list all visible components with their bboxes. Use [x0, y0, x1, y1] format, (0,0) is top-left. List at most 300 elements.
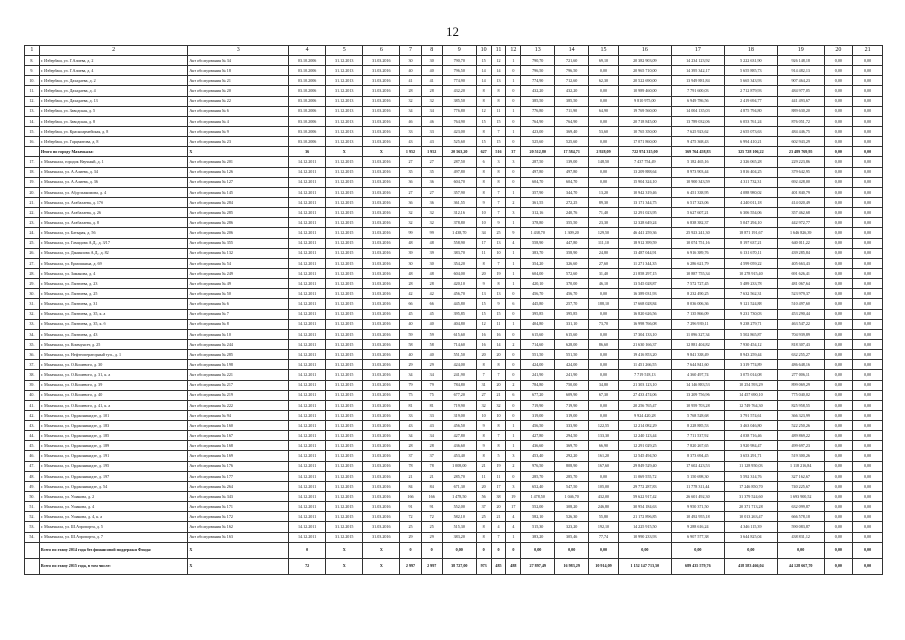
table-cell: 8	[476, 187, 491, 197]
document-cell: Акт обследования № 22	[188, 96, 289, 106]
table-cell: 54.	[25, 532, 40, 542]
table-cell: 0,00	[853, 116, 883, 126]
table-cell: 7 820 267,65	[671, 441, 724, 451]
table-cell: 0,00	[555, 542, 589, 558]
table-cell: 4 240 011,18	[724, 197, 777, 207]
table-cell: 0	[491, 542, 506, 558]
table-cell: 37.	[25, 360, 40, 370]
table-cell: 32	[491, 400, 506, 410]
table-cell: 33	[400, 126, 421, 136]
table-cell: 774,90	[521, 76, 555, 86]
table-cell: 111,10	[589, 238, 619, 248]
table-cell: 395,85	[521, 309, 555, 319]
table-cell: 14.	[25, 116, 40, 126]
table-cell: 692 428,00	[777, 177, 824, 187]
table-cell: 0,00	[824, 558, 853, 574]
table-cell: 34	[400, 431, 421, 441]
table-cell: 423,00	[521, 126, 555, 136]
table-cell: 14 146 883,53	[671, 380, 724, 390]
table-cell: 486 648,16	[777, 360, 824, 370]
table-cell: 31.03.2016	[363, 350, 400, 360]
table-cell: 28	[421, 279, 442, 289]
table-cell: 6 053 761,24	[724, 116, 777, 126]
table-cell: 14.12.2011	[289, 208, 326, 218]
table-cell: 20	[476, 481, 491, 491]
table-cell: 0	[506, 410, 521, 420]
table-cell: 344,70	[555, 187, 589, 197]
table-cell: 14.12.2011	[289, 461, 326, 471]
header-cell: 21	[853, 46, 883, 56]
document-cell: X	[188, 558, 289, 574]
table-cell: 8	[476, 96, 491, 106]
table-cell: 796,50	[442, 66, 476, 76]
header-cell: 14	[555, 46, 589, 56]
table-cell: 40	[421, 66, 442, 76]
table-cell: 285,70	[521, 471, 555, 481]
table-cell: 34	[476, 228, 491, 238]
table-cell: 0,00	[824, 339, 853, 349]
table-cell: 366 323,99	[777, 410, 824, 420]
table-cell: 27	[421, 157, 442, 167]
table-cell: 31.03.2016	[363, 289, 400, 299]
table-cell: 582,10	[442, 512, 476, 522]
table-cell: 31.12.2015	[326, 350, 363, 360]
table-cell: 3 920 984,47	[724, 441, 777, 451]
table-cell: 604,70	[521, 177, 555, 187]
table-cell: 1 952	[400, 147, 421, 157]
table-cell: 46.	[25, 451, 40, 461]
table-cell: 0,00	[824, 471, 853, 481]
table-cell: 907 464,23	[777, 76, 824, 86]
table-cell: 0,00	[853, 471, 883, 481]
header-cell: 8	[421, 46, 442, 56]
table-row	[25, 106, 883, 116]
table-cell: 319,00	[442, 410, 476, 420]
table-cell: 11 271 344,35	[618, 258, 671, 268]
table-cell: 2 997	[421, 558, 442, 574]
table-cell: 0,00	[853, 177, 883, 187]
table-cell: 72	[400, 512, 421, 522]
table-cell: 2 655 073,63	[724, 126, 777, 136]
table-cell: 0,00	[853, 492, 883, 502]
table-cell: 405 663,43	[777, 258, 824, 268]
table-cell: 31.12.2013	[326, 56, 363, 66]
table-cell: 20 371 713,28	[724, 502, 777, 512]
table-cell: 6	[506, 299, 521, 309]
table-cell: 8	[491, 279, 506, 289]
table-cell: 395,85	[442, 309, 476, 319]
table-cell: 14.12.2011	[289, 238, 326, 248]
table-cell: 31.12.2015	[326, 258, 363, 268]
table-cell: 456,70	[442, 289, 476, 299]
table-cell: 31.03.2016	[363, 96, 400, 106]
table-cell: 31.03.2016	[363, 86, 400, 96]
table-cell: 1 952	[421, 147, 442, 157]
document-cell: Акт обследования № 284	[188, 197, 289, 207]
table-cell: 3	[506, 157, 521, 167]
address-cell: г. Махачкала, ул. Орджоникидзе, д. 101	[39, 410, 187, 420]
table-cell: 424,00	[555, 360, 589, 370]
table-cell: 62,30	[589, 76, 619, 86]
table-cell: 14.12.2011	[289, 157, 326, 167]
table-cell: 0,00	[853, 268, 883, 278]
table-cell: 13 209 888,64	[618, 167, 671, 177]
table-cell: 784,80	[521, 380, 555, 390]
table-cell: 31.12.2015	[326, 360, 363, 370]
table-cell: 0,00	[853, 461, 883, 471]
table-cell: 17	[506, 502, 521, 512]
table-cell: 2	[506, 197, 521, 207]
table-row	[25, 512, 883, 522]
table-cell: 488	[506, 558, 521, 574]
table-cell: 37	[476, 502, 491, 512]
table-cell: 0,00	[589, 329, 619, 339]
table-cell: 35	[421, 167, 442, 177]
table-cell: 41.	[25, 400, 40, 410]
table-cell: 439 285,84	[777, 248, 824, 258]
table-cell: 9	[476, 279, 491, 289]
address-cell: г. Махачкала, ул. А.Алиева, д. 36	[39, 177, 187, 187]
table-cell: 0,00	[824, 289, 853, 299]
table-cell: 551,50	[555, 350, 589, 360]
table-cell: 0,00	[824, 309, 853, 319]
table-cell: 17 602 423,53	[671, 461, 724, 471]
table-cell: 0	[476, 542, 491, 558]
table-cell: 796,50	[555, 66, 589, 76]
table-cell: 0,00	[853, 502, 883, 512]
table-cell: 15	[476, 116, 491, 126]
table-cell: 357 462,68	[777, 208, 824, 218]
table-row	[25, 339, 883, 349]
table-cell: 287,50	[521, 157, 555, 167]
table-cell: 8 943 259,44	[724, 350, 777, 360]
table-cell: 31.12.2013	[326, 106, 363, 116]
address-cell: г. Махачкала, ул. Орджоникидзе, д. 189	[39, 441, 187, 451]
table-cell: 0,00	[853, 329, 883, 339]
table-cell: 22.	[25, 208, 40, 218]
table-cell: 485	[491, 558, 506, 574]
table-cell: 14.12.2011	[289, 512, 326, 522]
table-cell: 1	[506, 532, 521, 542]
table-cell: 35.	[25, 339, 40, 349]
table-cell: 13 545 028,87	[618, 279, 671, 289]
table-cell: 10	[476, 208, 491, 218]
table-cell: 31.03.2016	[363, 410, 400, 420]
table-cell: 497,80	[521, 167, 555, 177]
table-cell: 20 965 710,00	[618, 66, 671, 76]
table-cell: 13 171 344,75	[618, 197, 671, 207]
table-cell: 15	[476, 309, 491, 319]
table-cell: 33	[421, 126, 442, 136]
table-cell: 0,00	[824, 502, 853, 512]
table-cell: 453 290,44	[777, 309, 824, 319]
address-cell: г. Махачкала, ул. Орджоникидзе, д. 185	[39, 431, 187, 441]
table-cell: 0,00	[853, 558, 883, 574]
table-cell: 13.	[25, 106, 40, 116]
table-row	[25, 66, 883, 76]
table-cell: 133,30	[589, 431, 619, 441]
table-cell: 32	[421, 96, 442, 106]
table-row	[25, 56, 883, 66]
table-cell: 31.03.2016	[363, 167, 400, 177]
table-cell: 0,00	[824, 197, 853, 207]
table-cell: 19	[491, 461, 506, 471]
table-row	[25, 177, 883, 187]
document-cell: Акт обследования № 219	[188, 390, 289, 400]
table-cell: 6 131 670,11	[724, 248, 777, 258]
table-cell: 1	[506, 421, 521, 431]
table-cell: 9 810 975,00	[618, 96, 671, 106]
table-cell: 32	[421, 218, 442, 228]
table-cell: 15 904 324,10	[618, 177, 671, 187]
table-cell: 776,80	[521, 106, 555, 116]
table-cell: 30	[400, 56, 421, 66]
table-cell: 5 182 465,16	[671, 157, 724, 167]
table-cell: 719,90	[442, 400, 476, 410]
table-cell: 453,40	[521, 451, 555, 461]
table-cell: 14.12.2011	[289, 451, 326, 461]
table-cell: 14.12.2011	[289, 532, 326, 542]
address-cell: г. Махачкала, ул. Агабалаева, д. 26	[39, 208, 187, 218]
table-cell: 21 858 297,15	[618, 268, 671, 278]
table-cell: 0,00	[589, 360, 619, 370]
table-row	[25, 471, 883, 481]
table-cell: 14.12.2011	[289, 370, 326, 380]
table-cell: 31.03.2016	[363, 197, 400, 207]
table-cell: 719,90	[521, 400, 555, 410]
address-cell: г. Махачкала, ул. О.Кошевого, д. 41, к. а	[39, 400, 187, 410]
address-cell: г. Махачкала, ул. Даниялова А.Д., д. 82	[39, 248, 187, 258]
table-cell: 31.12.2015	[326, 441, 363, 451]
table-cell: 31.12.2013	[326, 137, 363, 147]
address-cell: г. Махачкала, ул. Ш.Аэропорта, д. 7	[39, 532, 187, 542]
table-cell: 31.12.2015	[326, 208, 363, 218]
table-cell: 27,60	[589, 258, 619, 268]
table-cell: 03.10.2006	[289, 106, 326, 116]
table-cell: 34	[400, 106, 421, 116]
table-cell: 326,60	[555, 258, 589, 268]
table-cell: 1 118 216,84	[777, 461, 824, 471]
table-cell: 37	[421, 451, 442, 461]
table-cell: 31.12.2015	[326, 512, 363, 522]
table-cell: 31.12.2015	[326, 167, 363, 177]
table-cell: 21	[400, 471, 421, 481]
table-cell: 14.12.2011	[289, 390, 326, 400]
table-cell: 395,85	[555, 309, 589, 319]
table-cell: 0,00	[853, 56, 883, 66]
table-cell: 0,00	[589, 116, 619, 126]
table-cell: 40	[400, 66, 421, 76]
table-cell: 31.12.2015	[326, 370, 363, 380]
table-cell: 325 728 106,22	[724, 147, 777, 157]
table-cell: 312,16	[521, 208, 555, 218]
table-cell: 7	[491, 126, 506, 136]
table-cell: 14.12.2011	[289, 360, 326, 370]
table-cell: 15	[476, 56, 491, 66]
document-cell: Акт обследования № 50	[188, 289, 289, 299]
header-cell: 1	[25, 46, 40, 56]
table-cell: 0,00	[589, 410, 619, 420]
table-cell: 383,20	[521, 532, 555, 542]
table-cell: 46	[421, 116, 442, 126]
table-cell: 44.	[25, 431, 40, 441]
table-cell: 1	[506, 319, 521, 329]
table-cell: 53,60	[589, 126, 619, 136]
table-cell: 31.12.2015	[326, 471, 363, 481]
table-cell: 31.12.2015	[326, 309, 363, 319]
table-cell: 6 949 786,56	[671, 96, 724, 106]
table-cell: 0,00	[853, 532, 883, 542]
table-cell: 10 765 350,00	[618, 126, 671, 136]
table-cell: 14.12.2011	[289, 299, 326, 309]
table-cell: 15	[476, 299, 491, 309]
table-cell: 48.	[25, 471, 40, 481]
table-cell: 42	[421, 289, 442, 299]
table-cell: 484 977,05	[777, 86, 824, 96]
table-cell: 627	[476, 147, 491, 157]
document-cell: Акт обследования № 198	[188, 360, 289, 370]
table-cell: 161,20	[589, 451, 619, 461]
table-cell: 0,00	[853, 248, 883, 258]
table-cell: 8	[491, 421, 506, 431]
table-cell: 11.	[25, 86, 40, 96]
table-cell: 899 069,29	[777, 380, 824, 390]
table-cell: 43	[400, 137, 421, 147]
table-cell: 31.12.2015	[326, 390, 363, 400]
table-cell: 31.12.2015	[326, 289, 363, 299]
table-cell: 0,00	[853, 339, 883, 349]
table-cell: 615,60	[555, 329, 589, 339]
table-cell: 75	[421, 390, 442, 400]
table-cell: 7	[491, 208, 506, 218]
document-cell: Акт обследования № 6	[188, 106, 289, 116]
document-cell: Акт обследования № 168	[188, 441, 289, 451]
table-cell: 7 437 754,49	[618, 157, 671, 167]
table-cell: 4	[506, 522, 521, 532]
table-row	[25, 421, 883, 431]
total-row	[25, 147, 883, 157]
table-row	[25, 410, 883, 420]
table-cell: 357,90	[521, 187, 555, 197]
table-cell: 14.12.2011	[289, 319, 326, 329]
header-cell: 11	[491, 46, 506, 56]
table-cell: 31.03.2016	[363, 177, 400, 187]
table-cell: 750,00	[555, 380, 589, 390]
table-cell: 418 583 466,04	[724, 558, 777, 574]
table-cell: 0	[506, 66, 521, 76]
table-cell: 7	[476, 370, 491, 380]
table-cell: 0,00	[824, 208, 853, 218]
table-cell: 0,00	[824, 268, 853, 278]
table-cell: 0,00	[824, 76, 853, 86]
table-cell: 1	[506, 279, 521, 289]
header-cell: 10	[476, 46, 491, 56]
table-cell: 499 697,23	[777, 441, 824, 451]
table-cell: 246,80	[589, 502, 619, 512]
table-cell: 764,90	[442, 116, 476, 126]
table-cell: 27 433 474,06	[618, 390, 671, 400]
table-cell: 16.	[25, 137, 40, 147]
table-cell: 46,10	[589, 279, 619, 289]
table-cell: 122,55	[589, 421, 619, 431]
table-cell: 39.	[25, 380, 40, 390]
table-cell: 99	[421, 228, 442, 238]
table-cell: 484 446,75	[777, 126, 824, 136]
table-cell: 32	[400, 218, 421, 228]
table-cell: 11	[491, 471, 506, 481]
table-header-row	[25, 46, 883, 56]
table-cell: 442 972,77	[777, 218, 824, 228]
table-cell: 14.12.2011	[289, 177, 326, 187]
table-cell: 8	[476, 258, 491, 268]
table-cell: 445,80	[442, 299, 476, 309]
table-cell: 2 928,09	[589, 147, 619, 157]
table-cell: 03.10.2006	[289, 66, 326, 76]
document-cell: Акт обследования № 21	[188, 76, 289, 86]
table-cell: 1 478,50	[521, 492, 555, 502]
table-cell: 31.12.2013	[326, 76, 363, 86]
table-cell: 31.12.2015	[326, 492, 363, 502]
table-row	[25, 137, 883, 147]
table-cell: 354,20	[521, 258, 555, 268]
table-cell: 774,90	[442, 76, 476, 86]
table-cell: 18.	[25, 167, 40, 177]
table-cell: 0,00	[853, 380, 883, 390]
table-cell: 25 923 241,30	[671, 228, 724, 238]
header-cell: 19	[777, 46, 824, 56]
table-cell: 0,00	[853, 451, 883, 461]
table-cell: 31.03.2016	[363, 502, 400, 512]
table-cell: 3 075 014,08	[724, 370, 777, 380]
table-cell: 19	[491, 268, 506, 278]
table-cell: 0	[506, 542, 521, 558]
table-cell: 16	[476, 329, 491, 339]
table-cell: 456,50	[442, 421, 476, 431]
table-cell: 8	[476, 451, 491, 461]
table-cell: 441 493,67	[777, 96, 824, 106]
table-cell: 420,10	[521, 279, 555, 289]
table-cell: 36	[421, 177, 442, 187]
table-row	[25, 116, 883, 126]
table-cell	[25, 558, 40, 574]
table-cell: 604,00	[442, 268, 476, 278]
table-cell: 1 693 900,52	[777, 492, 824, 502]
table-row	[25, 461, 883, 471]
table-cell: 8	[476, 522, 491, 532]
table-cell: 8	[476, 177, 491, 187]
table-cell: 1	[506, 187, 521, 197]
table-cell: 29	[400, 360, 421, 370]
table-cell: 31.03.2016	[363, 279, 400, 289]
table-cell: 42.	[25, 410, 40, 420]
table-cell: 671,30	[442, 481, 476, 491]
address-cell: г. Избербаш, ул. Заводская, д. 5	[39, 106, 187, 116]
table-cell: 34	[421, 370, 442, 380]
table-cell: 10	[476, 218, 491, 228]
table-cell: 14.12.2011	[289, 350, 326, 360]
table-cell: 39	[400, 248, 421, 258]
document-cell: Акт обследования № 126	[188, 167, 289, 177]
address-cell: г. Махачкала, ул. О.Кошевого, д. 30	[39, 360, 187, 370]
table-cell: 31.03.2016	[363, 248, 400, 258]
table-row	[25, 238, 883, 248]
table-cell: 331,10	[555, 319, 589, 329]
table-cell: 0,00	[853, 279, 883, 289]
table-cell: 69,10	[589, 56, 619, 66]
table-cell: 677,20	[442, 390, 476, 400]
address-cell: г. Махачкала, ул. Абдулхакимова, д. 4	[39, 187, 187, 197]
table-cell: 0	[506, 471, 521, 481]
